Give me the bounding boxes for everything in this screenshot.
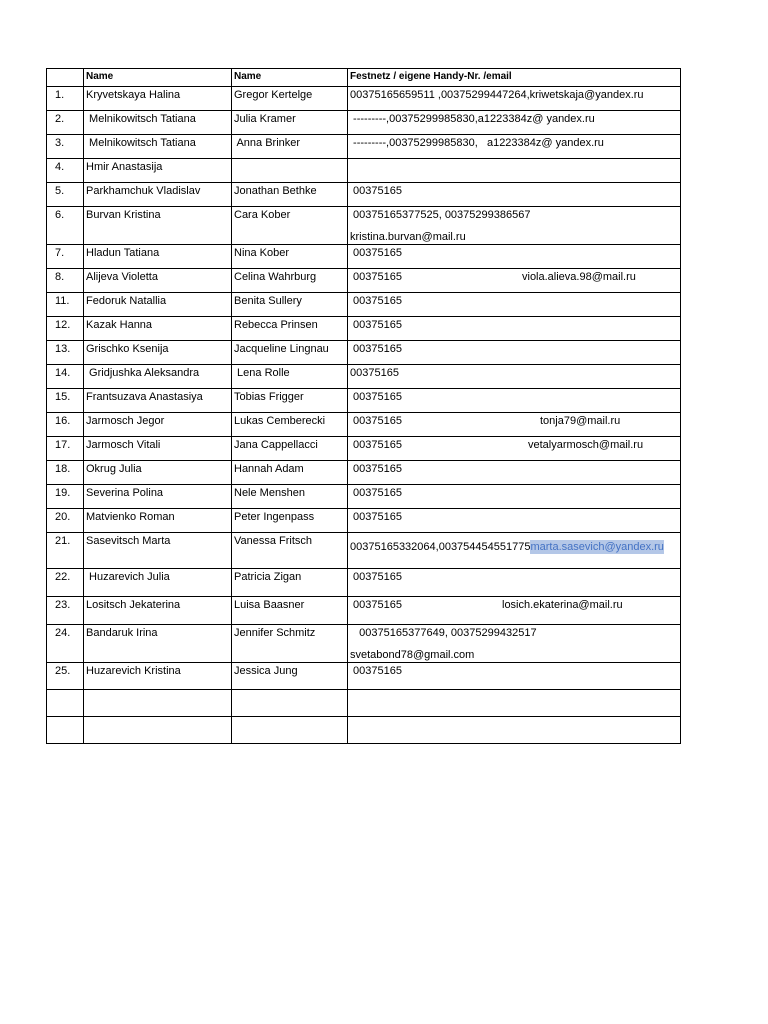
- phone-numbers: 00375165: [350, 391, 402, 403]
- row-number: 7.: [47, 245, 84, 269]
- row-number: 16.: [47, 413, 84, 437]
- row-number: 13.: [47, 341, 84, 365]
- contact-cell: [348, 293, 681, 317]
- student-name: Jarmosch Vitali: [84, 437, 232, 461]
- row-number: 3.: [47, 135, 84, 159]
- contact-cell: [348, 365, 681, 389]
- partner-name: Peter Ingenpass: [232, 509, 348, 533]
- row-number: 8.: [47, 269, 84, 293]
- header-name-2: Name: [232, 69, 348, 87]
- contact-cell: [348, 663, 681, 690]
- phone-numbers: ---------,00375299985830,a1223384z@ yandex.ru: [350, 113, 595, 125]
- partner-name: Nele Menshen: [232, 485, 348, 509]
- partner-name: Vanessa Fritsch: [232, 533, 348, 569]
- table-row: [47, 597, 681, 625]
- student-name: Alijeva Violetta: [84, 269, 232, 293]
- contact-cell: [348, 485, 681, 509]
- student-name: Kryvetskaya Halina: [84, 87, 232, 111]
- partner-name: Gregor Kertelge: [232, 87, 348, 111]
- student-name: Hmir Anastasija: [84, 159, 232, 183]
- phone-numbers: 00375165: [350, 271, 402, 283]
- student-name: [84, 690, 232, 717]
- row-number: 1.: [47, 87, 84, 111]
- partner-name: Tobias Frigger: [232, 389, 348, 413]
- phone-numbers: ---------,00375299985830, a1223384z@ yandex.ru: [350, 137, 604, 149]
- table-row: [47, 87, 681, 111]
- table-row: [47, 437, 681, 461]
- row-number: 18.: [47, 461, 84, 485]
- partner-name: [232, 159, 348, 183]
- student-name: Jarmosch Jegor: [84, 413, 232, 437]
- contact-cell: [348, 269, 681, 293]
- phone-numbers: 00375165659511 ,00375299447264,kriwetskaja@yandex.ru: [350, 89, 644, 101]
- table-row: [47, 461, 681, 485]
- table-row: [47, 625, 681, 663]
- partner-name: Nina Kober: [232, 245, 348, 269]
- phone-numbers: 00375165: [350, 571, 402, 583]
- partner-name: Hannah Adam: [232, 461, 348, 485]
- phone-numbers: 00375165: [350, 247, 402, 259]
- partner-name: [232, 690, 348, 717]
- partner-name: Jessica Jung: [232, 663, 348, 690]
- table-row: [47, 365, 681, 389]
- partner-name: Rebecca Prinsen: [232, 317, 348, 341]
- email-address[interactable]: marta.sasevich@yandex.ru: [530, 541, 664, 553]
- email-address[interactable]: tonja79@mail.ru: [540, 415, 621, 427]
- row-number: 24.: [47, 625, 84, 663]
- row-number: 17.: [47, 437, 84, 461]
- table-row: [47, 717, 681, 744]
- table-row: [47, 533, 681, 569]
- student-name: Huzarevich Kristina: [84, 663, 232, 690]
- contact-cell: [348, 461, 681, 485]
- student-name: Bandaruk Irina: [84, 625, 232, 663]
- student-name: Okrug Julia: [84, 461, 232, 485]
- student-name: Kazak Hanna: [84, 317, 232, 341]
- student-name: Hladun Tatiana: [84, 245, 232, 269]
- phone-numbers: 00375165: [350, 319, 402, 331]
- row-number: 25.: [47, 663, 84, 690]
- partner-name: Julia Kramer: [232, 111, 348, 135]
- table-row: [47, 509, 681, 533]
- student-name: Lositsch Jekaterina: [84, 597, 232, 625]
- contact-cell: [348, 183, 681, 207]
- contact-cell: [348, 207, 681, 245]
- row-number: 20.: [47, 509, 84, 533]
- partner-name: Luisa Baasner: [232, 597, 348, 625]
- table-row: [47, 111, 681, 135]
- row-number: 14.: [47, 365, 84, 389]
- table-row: [47, 159, 681, 183]
- table-row: [47, 341, 681, 365]
- phone-numbers: 00375165377525, 00375299386567: [350, 209, 531, 221]
- partner-name: Lena Rolle: [232, 365, 348, 389]
- partner-name: Lukas Cemberecki: [232, 413, 348, 437]
- phone-numbers: 00375165: [350, 439, 402, 451]
- header-nr: [47, 69, 84, 87]
- table-row: [47, 569, 681, 597]
- phone-numbers: 00375165: [350, 463, 402, 475]
- row-number: 6.: [47, 207, 84, 245]
- partner-name: Jana Cappellacci: [232, 437, 348, 461]
- contact-cell: [348, 717, 681, 744]
- row-number: 21.: [47, 533, 84, 569]
- student-name: Grischko Ksenija: [84, 341, 232, 365]
- phone-numbers: 00375165: [350, 343, 402, 355]
- header-name-1: Name: [84, 69, 232, 87]
- student-name: Gridjushka Aleksandra: [84, 365, 232, 389]
- partner-name: Jonathan Bethke: [232, 183, 348, 207]
- student-name: Frantsuzava Anastasiya: [84, 389, 232, 413]
- contact-cell: [348, 533, 681, 569]
- contact-cell: [348, 389, 681, 413]
- row-number: [47, 690, 84, 717]
- contact-cell: [348, 111, 681, 135]
- row-number: 4.: [47, 159, 84, 183]
- contact-cell: [348, 341, 681, 365]
- email-address[interactable]: viola.alieva.98@mail.ru: [522, 271, 636, 283]
- table-row: [47, 269, 681, 293]
- contact-cell: [348, 509, 681, 533]
- student-name: Huzarevich Julia: [84, 569, 232, 597]
- phone-numbers: 00375165: [350, 599, 402, 611]
- email-address[interactable]: vetalyarmosch@mail.ru: [528, 439, 644, 451]
- phone-numbers: 00375165: [350, 185, 402, 197]
- phone-numbers: 00375165: [350, 415, 402, 427]
- table-row: [47, 245, 681, 269]
- email-address[interactable]: svetabond78@gmail.com: [350, 649, 475, 661]
- student-name: Melnikowitsch Tatiana: [84, 135, 232, 159]
- contact-cell: [348, 413, 681, 437]
- row-number: 11.: [47, 293, 84, 317]
- table-row: [47, 485, 681, 509]
- header-contact: Festnetz / eigene Handy-Nr. /email: [348, 69, 681, 87]
- contact-cell: [348, 87, 681, 111]
- table-row: [47, 413, 681, 437]
- student-name: Parkhamchuk Vladislav: [84, 183, 232, 207]
- table-row: [47, 293, 681, 317]
- table-row: [47, 183, 681, 207]
- student-name: Fedoruk Natallia: [84, 293, 232, 317]
- row-number: [47, 717, 84, 744]
- row-number: 5.: [47, 183, 84, 207]
- contact-cell: [348, 437, 681, 461]
- partner-name: Celina Wahrburg: [232, 269, 348, 293]
- contact-cell: [348, 569, 681, 597]
- phone-numbers: 00375165: [350, 295, 402, 307]
- contact-cell: [348, 159, 681, 183]
- table-row: [47, 690, 681, 717]
- contact-cell: [348, 245, 681, 269]
- row-number: 23.: [47, 597, 84, 625]
- header-row: [47, 69, 681, 87]
- contact-cell: [348, 135, 681, 159]
- table-row: [47, 663, 681, 690]
- table-row: [47, 207, 681, 245]
- contact-cell: [348, 597, 681, 625]
- partner-name: [232, 717, 348, 744]
- row-number: 2.: [47, 111, 84, 135]
- partner-name: Patricia Zigan: [232, 569, 348, 597]
- phone-numbers: 00375165: [350, 665, 402, 677]
- phone-numbers: 00375165: [350, 487, 402, 499]
- row-number: 22.: [47, 569, 84, 597]
- partner-name: Jennifer Schmitz: [232, 625, 348, 663]
- contact-cell: [348, 625, 681, 663]
- student-name: Sasevitsch Marta: [84, 533, 232, 569]
- contact-cell: [348, 317, 681, 341]
- row-number: 12.: [47, 317, 84, 341]
- partner-name: Anna Brinker: [232, 135, 348, 159]
- student-name: [84, 717, 232, 744]
- partner-name: Jacqueline Lingnau: [232, 341, 348, 365]
- email-address[interactable]: kristina.burvan@mail.ru: [350, 231, 466, 243]
- table-row: [47, 317, 681, 341]
- table-row: [47, 389, 681, 413]
- phone-numbers: 00375165377649, 00375299432517: [350, 627, 537, 639]
- student-name: Burvan Kristina: [84, 207, 232, 245]
- contact-cell: [348, 690, 681, 717]
- phone-numbers: 00375165: [350, 367, 399, 379]
- contact-table: [46, 68, 681, 744]
- partner-name: Benita Sullery: [232, 293, 348, 317]
- phone-numbers: 00375165: [350, 511, 402, 523]
- student-name: Melnikowitsch Tatiana: [84, 111, 232, 135]
- table-body: [47, 87, 681, 744]
- student-name: Severina Polina: [84, 485, 232, 509]
- table-row: [47, 135, 681, 159]
- email-address[interactable]: losich.ekaterina@mail.ru: [502, 599, 623, 611]
- row-number: 19.: [47, 485, 84, 509]
- phone-numbers: 00375165332064,003754454551775: [350, 541, 531, 553]
- student-name: Matvienko Roman: [84, 509, 232, 533]
- row-number: 15.: [47, 389, 84, 413]
- partner-name: Cara Kober: [232, 207, 348, 245]
